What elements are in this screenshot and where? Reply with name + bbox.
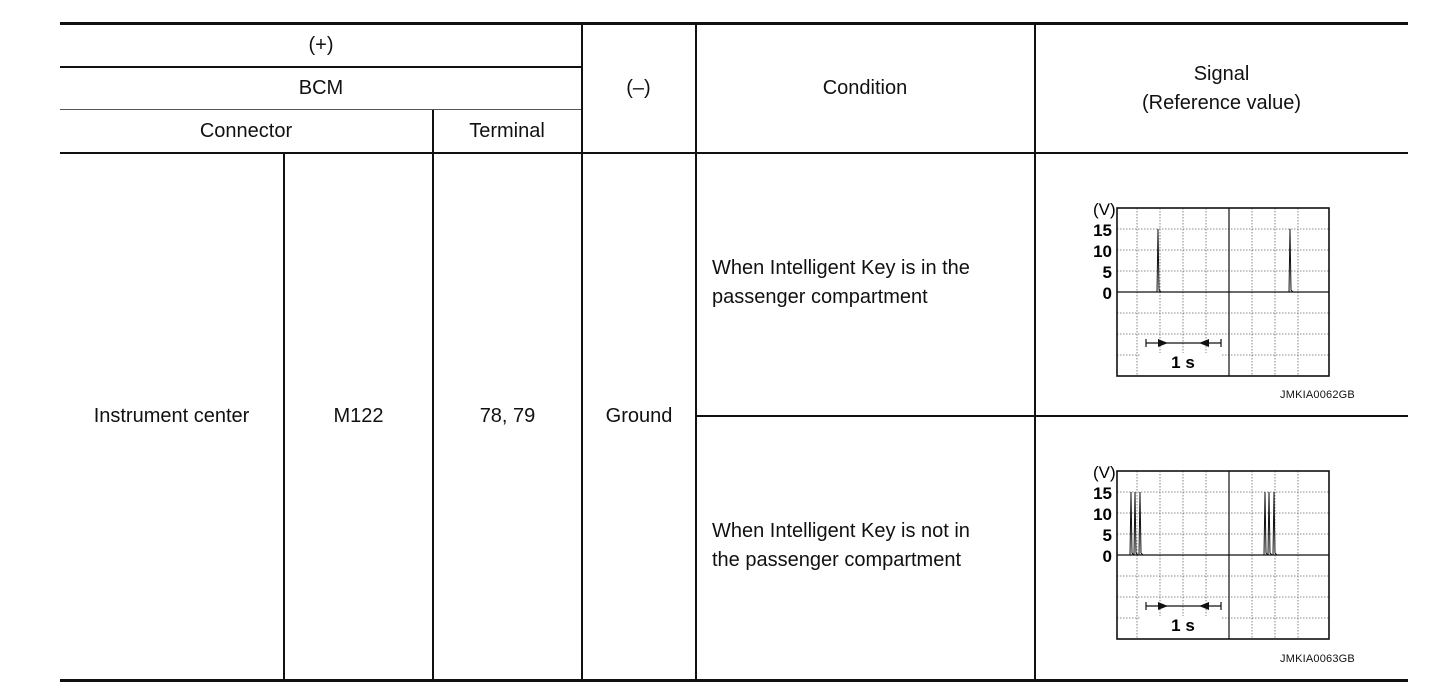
condition-in-line2: passenger compartment bbox=[712, 286, 928, 308]
ground-cell: Ground bbox=[605, 405, 673, 427]
signal-waveform-not-in-compartment bbox=[1080, 458, 1340, 648]
scope1-tick-15: 15 bbox=[1093, 221, 1112, 240]
header-connector: Connector bbox=[199, 119, 293, 142]
figure-code-2: JMKIA0063GB bbox=[1280, 653, 1355, 665]
header-signal bbox=[1035, 25, 1408, 152]
header-bcm: BCM bbox=[298, 77, 344, 99]
scope2-tick-10: 10 bbox=[1093, 505, 1112, 524]
condition-not-in-line1: When Intelligent Key is not in bbox=[712, 520, 970, 542]
condition-in-line1: When Intelligent Key is in the bbox=[712, 257, 970, 279]
location-cell: Instrument center bbox=[93, 405, 250, 427]
scope1-unit: (V) bbox=[1093, 200, 1116, 219]
scope1-tick-0: 0 bbox=[1102, 284, 1112, 303]
scope2-tick-15: 15 bbox=[1093, 484, 1112, 503]
row-divider bbox=[696, 415, 1408, 417]
condition-not-in-compartment bbox=[712, 517, 1030, 575]
scope2-time-label: 1 s bbox=[1171, 616, 1195, 635]
scope1-tick-5: 5 bbox=[1102, 263, 1112, 282]
scope1-tick-10: 10 bbox=[1093, 242, 1112, 261]
condition-not-in-line2: the passenger compartment bbox=[712, 549, 962, 571]
scope2-tick-0: 0 bbox=[1102, 547, 1112, 566]
header-terminal: Terminal bbox=[469, 119, 545, 142]
terminal-cell: 78, 79 bbox=[479, 405, 536, 427]
figure-code-1: JMKIA0062GB bbox=[1280, 389, 1355, 401]
header-signal-subtitle: (Reference value) bbox=[1142, 91, 1301, 114]
scope1-time-label: 1 s bbox=[1171, 353, 1195, 372]
connector-cell: M122 bbox=[333, 405, 384, 427]
scope2-unit: (V) bbox=[1093, 463, 1116, 482]
condition-in-compartment bbox=[712, 254, 1030, 312]
header-minus: (–) bbox=[626, 77, 651, 99]
header-signal-title: Signal bbox=[1193, 62, 1250, 85]
header-condition: Condition bbox=[822, 77, 908, 99]
header-plus: (+) bbox=[308, 34, 334, 56]
table-bottom-border bbox=[60, 679, 1408, 682]
scope2-tick-5: 5 bbox=[1102, 526, 1112, 545]
signal-waveform-in-compartment bbox=[1080, 195, 1340, 385]
